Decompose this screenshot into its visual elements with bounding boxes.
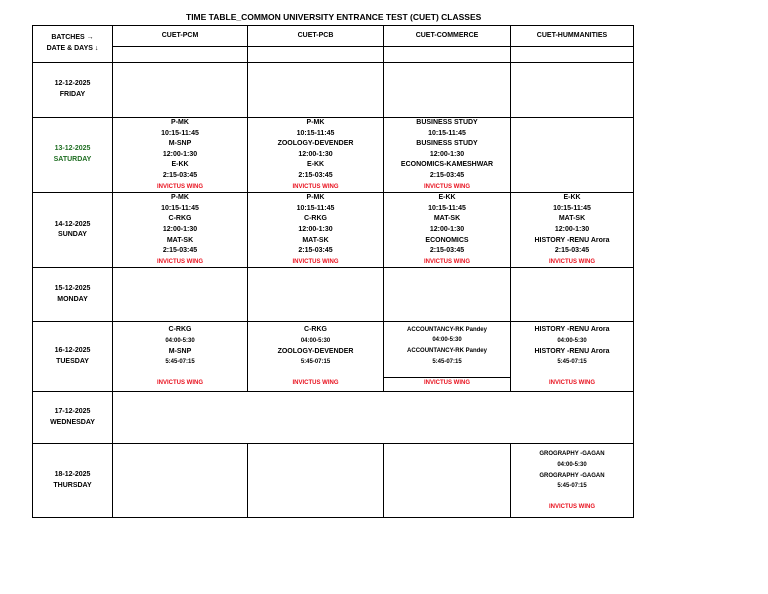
date-text: 13-12-2025 — [54, 145, 91, 153]
day-text: TUESDAY — [56, 357, 89, 365]
table-row — [33, 268, 634, 322]
subject-text: C-RKG — [304, 326, 327, 334]
time-text: 12:00-1:30 — [298, 225, 333, 233]
time-text: 10:15-11:45 — [428, 204, 466, 212]
day-text: SUNDAY — [58, 231, 87, 239]
venue-text: INVICTUS WING — [157, 379, 203, 386]
subject-text: E-KK — [438, 194, 456, 202]
date-cell — [33, 193, 113, 268]
subject-text: ZOOLOGY-DEVENDER — [277, 140, 354, 148]
time-text: 5:45-07:15 — [557, 483, 587, 490]
class-cell — [384, 268, 511, 322]
day-text: MONDAY — [57, 295, 88, 303]
subject-text: P-MK — [171, 119, 189, 126]
spacer — [511, 368, 633, 378]
subject-text: MAT-SK — [558, 215, 586, 223]
class-cell — [248, 193, 384, 268]
class-cell — [511, 118, 634, 193]
subject-text: P-MK — [171, 194, 189, 202]
day-text: THURSDAY — [53, 481, 92, 489]
time-text: 2:15-03:45 — [162, 171, 198, 179]
venue-text: INVICTUS WING — [549, 258, 595, 265]
column-header-pcm: CUET-PCM — [113, 26, 248, 47]
time-text: 10:15-11:45 — [296, 204, 335, 212]
day-text: WEDNESDAY — [50, 418, 95, 426]
corner-header — [33, 26, 113, 63]
venue-text: INVICTUS WING — [549, 379, 595, 386]
subject-text: GROGRAPHY -GAGAN — [539, 451, 605, 458]
subject-text: ACCOUNTANCY-RK Pandey — [407, 326, 487, 333]
time-text: 12:00-1:30 — [554, 225, 590, 233]
day-text: FRIDAY — [59, 91, 86, 98]
header-blank-cell — [113, 47, 248, 63]
header-blank-cell — [248, 47, 384, 63]
date-text: 17-12-2025 — [54, 408, 91, 416]
time-text: 10:15-11:45 — [161, 204, 199, 212]
subject-text: ECONOMICS-KAMESHWAR — [400, 161, 494, 169]
header-blank-cell — [384, 47, 511, 63]
table-row — [33, 193, 634, 268]
time-text: 2:15-03:45 — [162, 247, 198, 255]
class-cell — [113, 322, 248, 392]
table-row — [33, 392, 634, 444]
subject-text: C-RKG — [304, 215, 327, 223]
class-cell — [511, 322, 634, 392]
venue-text: INVICTUS WING — [424, 183, 470, 190]
class-cell — [113, 268, 248, 322]
subject-text: GROGRAPHY -GAGAN — [539, 472, 605, 479]
venue-text: INVICTUS WING — [157, 183, 203, 190]
time-text: 5:45-07:15 — [432, 358, 462, 365]
subject-text: M-SNP — [168, 140, 192, 148]
class-cell — [384, 193, 511, 268]
date-cell — [33, 63, 113, 118]
date-days-label: DATE & DAYS ↓ — [46, 45, 99, 52]
date-text: 14-12-2025 — [54, 220, 91, 228]
table-row — [33, 322, 634, 392]
time-text: 5:45-07:15 — [300, 359, 331, 366]
table-row — [33, 444, 634, 518]
time-text: 04:00-5:30 — [557, 461, 587, 468]
class-cell — [248, 268, 384, 322]
subject-text: MAT-SK — [433, 215, 461, 223]
class-cell — [384, 118, 511, 193]
venue-text: INVICTUS WING — [292, 379, 339, 386]
time-text: 12:00-1:30 — [429, 225, 465, 233]
date-cell — [33, 444, 113, 518]
batches-label: BATCHES → — [51, 34, 94, 42]
time-text: 04:00-5:30 — [300, 337, 331, 344]
date-text: 18-12-2025 — [54, 471, 91, 479]
time-text: 10:15-11:45 — [428, 129, 466, 137]
date-text: 15-12-2025 — [54, 285, 91, 293]
subject-text: HISTORY -RENU Arora — [534, 236, 610, 244]
subject-text: P-MK — [306, 194, 325, 202]
time-text: 12:00-1:30 — [162, 150, 198, 158]
column-header-pcb: CUET-PCB — [248, 26, 384, 47]
subject-text: C-RKG — [168, 326, 192, 334]
venue-text: INVICTUS WING — [292, 258, 339, 265]
class-cell — [113, 193, 248, 268]
subject-text: BUSINESS STUDY — [416, 119, 478, 126]
time-text: 2:15-03:45 — [298, 171, 333, 179]
date-text: 12-12-2025 — [54, 80, 91, 88]
page-title: TIME TABLE_COMMON UNIVERSITY ENTRANCE TEST (CUET) CLASSES — [186, 12, 482, 22]
subject-text: ACCOUNTANCY-RK Pandey — [407, 348, 487, 355]
subject-text: E-KK — [171, 161, 189, 169]
class-cell — [384, 63, 511, 118]
date-cell — [33, 118, 113, 193]
time-text: 10:15-11:45 — [296, 129, 335, 137]
class-cell — [384, 322, 511, 392]
column-header-humanities: CUET-HUMMANITIES — [511, 26, 634, 47]
date-cell — [33, 392, 113, 444]
class-cell — [511, 63, 634, 118]
class-cell — [113, 444, 248, 518]
time-text: 12:00-1:30 — [298, 150, 333, 158]
subject-text: MAT-SK — [166, 236, 194, 244]
time-text: 2:15-03:45 — [298, 247, 333, 255]
venue-text: INVICTUS WING — [157, 258, 203, 265]
time-text: 12:00-1:30 — [429, 150, 465, 158]
timetable — [32, 25, 634, 518]
subject-text: HISTORY -RENU Arora — [534, 347, 610, 355]
class-cell — [248, 322, 384, 392]
subject-text: C-RKG — [168, 215, 192, 223]
table-row — [33, 63, 634, 118]
class-cell — [511, 268, 634, 322]
time-text: 04:00-5:30 — [432, 337, 462, 344]
header-blank-cell — [511, 47, 634, 63]
table-row — [33, 118, 634, 193]
date-text: 16-12-2025 — [54, 347, 91, 355]
subject-text: P-MK — [306, 119, 325, 126]
subject-text: HISTORY -RENU Arora — [534, 326, 610, 334]
time-text: 12:00-1:30 — [162, 225, 198, 233]
venue-text: INVICTUS WING — [292, 183, 339, 190]
subject-text: M-SNP — [168, 347, 192, 355]
time-text: 10:15-11:45 — [161, 129, 199, 137]
spacer — [384, 367, 510, 378]
spacer — [511, 492, 633, 502]
day-text: SATURDAY — [53, 156, 92, 164]
time-text: 5:45-07:15 — [557, 359, 587, 366]
time-text: 2:15-03:45 — [554, 247, 590, 255]
class-cell — [248, 118, 384, 193]
class-cell — [384, 444, 511, 518]
class-cell — [113, 392, 634, 444]
venue-text: INVICTUS WING — [549, 503, 595, 510]
time-text: 2:15-03:45 — [429, 171, 465, 179]
date-cell — [33, 322, 113, 392]
subject-text: ECONOMICS — [425, 236, 469, 244]
time-text: 04:00-5:30 — [557, 337, 587, 344]
time-text: 10:15-11:45 — [553, 204, 591, 212]
subject-text: BUSINESS STUDY — [416, 140, 478, 148]
subject-text: E-KK — [306, 161, 325, 169]
class-cell — [511, 444, 634, 518]
spacer — [113, 368, 247, 378]
venue-text: INVICTUS WING — [424, 380, 470, 387]
subject-text: MAT-SK — [302, 236, 329, 244]
subject-text: ZOOLOGY-DEVENDER — [277, 347, 354, 355]
class-cell — [248, 444, 384, 518]
class-cell — [113, 118, 248, 193]
column-header-commerce: CUET-COMMERCE — [384, 26, 511, 47]
subject-text: E-KK — [563, 194, 581, 202]
time-text: 2:15-03:45 — [429, 247, 465, 255]
date-cell — [33, 268, 113, 322]
class-cell — [113, 63, 248, 118]
class-cell — [511, 193, 634, 268]
time-text: 5:45-07:15 — [165, 359, 195, 366]
time-text: 04:00-5:30 — [165, 337, 195, 344]
spacer — [248, 368, 383, 378]
class-cell — [248, 63, 384, 118]
venue-text: INVICTUS WING — [424, 258, 470, 265]
